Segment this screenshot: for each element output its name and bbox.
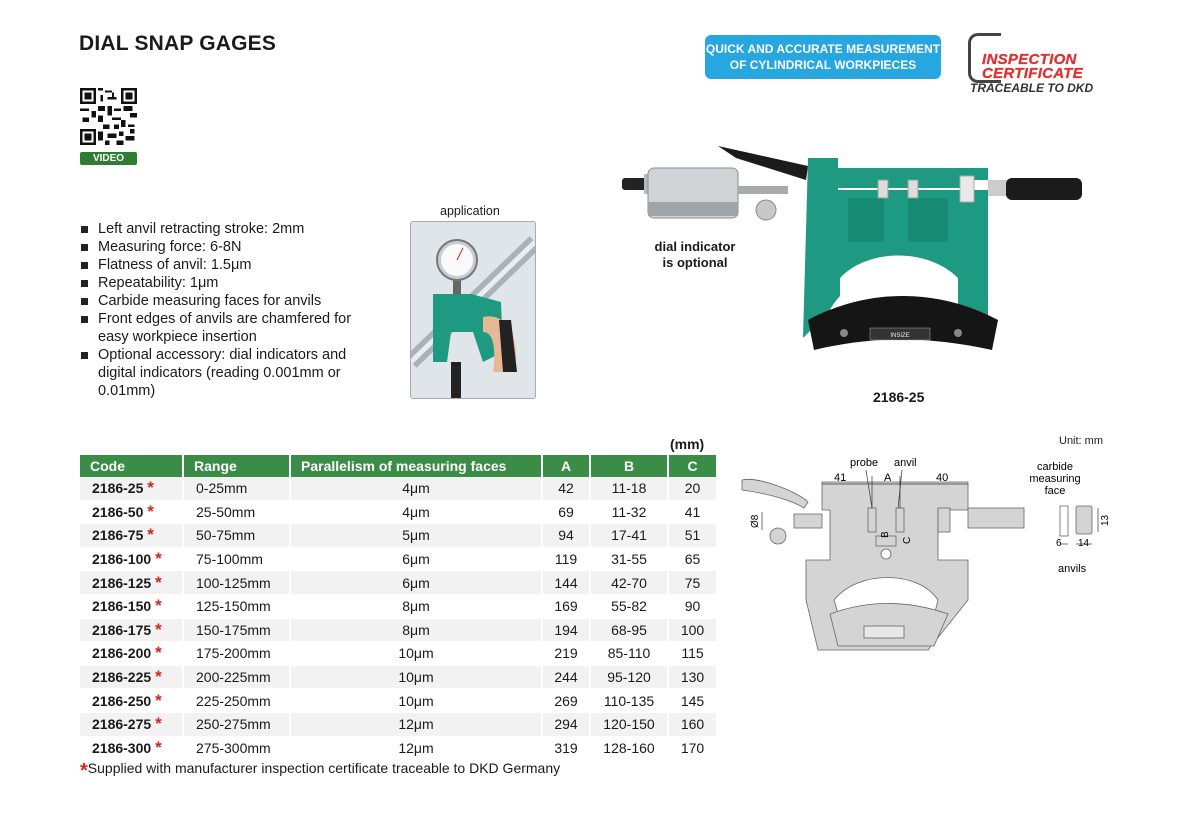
dial-note-line-1: dial indicator (654, 239, 736, 254)
table-row (80, 665, 717, 689)
cell-range (183, 477, 290, 500)
cell-a-text: 119 (554, 551, 578, 568)
cell-b (590, 712, 668, 736)
table-row (80, 524, 717, 548)
cell-b (590, 524, 668, 548)
cell-parallelism (290, 736, 542, 760)
table-row (80, 736, 717, 760)
cell-range (183, 736, 290, 760)
feature-item: Front edges of anvils are chamfered for easy workpiece insertion (80, 310, 363, 346)
feature-item: Repeatability: 1μm (80, 274, 378, 292)
feature-item: Carbide measuring faces for anvils (80, 292, 378, 310)
cell-b-text: 11-32 (611, 503, 647, 520)
certificate-star-icon: * (147, 525, 154, 545)
cell-c (668, 524, 717, 548)
cell-a (542, 712, 590, 736)
cell-code-text: 2186-250 (92, 692, 152, 709)
cell-code (80, 571, 183, 595)
cell-a (542, 594, 590, 618)
cell-parallelism-text: 12μm (398, 716, 434, 733)
cell-range (183, 547, 290, 571)
cell-b (590, 477, 668, 500)
certificate-star-icon: * (147, 478, 154, 498)
qr-code-icon (80, 88, 137, 145)
certificate-star-icon: * (155, 737, 162, 757)
feature-item: Left anvil retracting stroke: 2mm (80, 220, 378, 238)
cell-code-text: 2186-100 (92, 551, 152, 568)
certificate-star-icon: * (155, 643, 162, 663)
tagline-banner (705, 35, 941, 79)
cell-parallelism (290, 477, 542, 500)
cell-parallelism (290, 500, 542, 524)
application-photo-image (411, 222, 535, 398)
cell-b-text: 110-135 (603, 692, 655, 709)
cell-parallelism-text: 10μm (398, 645, 434, 662)
cell-parallelism (290, 594, 542, 618)
cell-c-text: 115 (681, 645, 704, 662)
cell-parallelism-text: 5μm (402, 527, 430, 544)
footnote (80, 760, 560, 783)
cell-range (183, 712, 290, 736)
tagline-line-2: OF CYLINDRICAL WORKPIECES (729, 58, 917, 72)
certificate-star-icon: * (155, 549, 162, 569)
cell-b-text: 17-41 (611, 527, 647, 544)
cell-parallelism-text: 6μm (402, 551, 430, 568)
cell-code-text: 2186-275 (92, 716, 152, 733)
cell-b-text: 42-70 (611, 574, 647, 591)
dial-indicator-note (640, 239, 750, 271)
cell-range-text: 100-125mm (196, 574, 271, 591)
cell-parallelism-text: 8μm (402, 598, 430, 615)
cell-a (542, 500, 590, 524)
cell-parallelism-text: 10μm (398, 669, 434, 686)
cell-a (542, 524, 590, 548)
header-c: C (668, 455, 717, 477)
cell-code-text: 2186-125 (92, 574, 152, 591)
cell-c (668, 689, 717, 713)
cell-parallelism-text: 4μm (402, 503, 430, 520)
cell-parallelism-text: 10μm (398, 692, 434, 709)
dim-c: C (902, 536, 913, 544)
cell-c-text: 90 (684, 598, 701, 615)
cell-code (80, 500, 183, 524)
table-row (80, 547, 717, 571)
dim-41: 41 (834, 472, 847, 484)
cell-a (542, 689, 590, 713)
page-title: DIAL SNAP GAGES (79, 32, 277, 55)
cell-code (80, 594, 183, 618)
cell-a (542, 618, 590, 642)
cell-b-text: 68-95 (611, 621, 647, 638)
header-a: A (542, 455, 590, 477)
cell-b (590, 500, 668, 524)
cell-a (542, 547, 590, 571)
cell-a (542, 736, 590, 760)
cell-c-text: 51 (684, 527, 701, 544)
technical-drawing-image (738, 450, 1118, 670)
footnote-text: Supplied with manufacturer inspection certificate traceable to DKD Germany (87, 760, 561, 776)
cell-a-text: 269 (554, 692, 578, 709)
cell-c-text: 160 (680, 716, 705, 733)
cell-range-text: 0-25mm (196, 480, 248, 497)
cell-code (80, 689, 183, 713)
cell-a-text: 42 (558, 480, 574, 497)
anvil-label: anvil (894, 457, 917, 469)
header-range: Range (183, 455, 290, 477)
model-label: 2186-25 (873, 389, 925, 405)
dim-b: B (880, 531, 891, 538)
table-header-row (80, 455, 717, 477)
dim-6: 6 (1056, 538, 1062, 549)
cell-a-text: 169 (554, 598, 578, 615)
cell-a-text: 194 (554, 621, 578, 638)
cell-code (80, 618, 183, 642)
cell-code (80, 712, 183, 736)
cell-parallelism (290, 712, 542, 736)
cell-range-text: 50-75mm (196, 527, 256, 544)
cell-b-text: 128-160 (603, 739, 655, 756)
cell-b-text: 85-110 (607, 645, 651, 662)
application-photo (410, 221, 536, 399)
certificate-star-icon: * (147, 501, 154, 521)
cell-b (590, 642, 668, 666)
cell-c-text: 145 (680, 692, 705, 709)
cell-parallelism (290, 547, 542, 571)
cell-range (183, 524, 290, 548)
cell-parallelism-text: 6μm (402, 574, 430, 591)
cell-range-text: 75-100mm (196, 551, 263, 568)
cell-code-text: 2186-300 (92, 739, 152, 756)
cell-a-text: 69 (558, 503, 574, 520)
table-unit: (mm) (670, 436, 705, 452)
cell-code (80, 665, 183, 689)
dim-14: 14 (1078, 538, 1090, 549)
table-row (80, 689, 717, 713)
cell-c (668, 618, 717, 642)
feature-item: Flatness of anvil: 1.5μm (80, 256, 378, 274)
cell-a-text: 294 (554, 716, 578, 733)
certificate-star-icon: * (155, 572, 162, 592)
cell-code (80, 642, 183, 666)
cell-c-text: 170 (680, 739, 705, 756)
certificate-star-icon: * (155, 619, 162, 639)
certificate-star-icon: * (155, 690, 162, 710)
table-row (80, 618, 717, 642)
cell-a-text: 244 (554, 669, 578, 686)
application-label: application (440, 204, 500, 218)
dim-40: 40 (936, 472, 949, 484)
cell-range-text: 225-250mm (196, 692, 271, 709)
certificate-star-icon: * (155, 667, 162, 687)
cell-b-text: 31-55 (611, 551, 647, 568)
cell-range (183, 689, 290, 713)
cell-c (668, 571, 717, 595)
cell-code-text: 2186-50 (92, 503, 144, 520)
cell-range (183, 500, 290, 524)
feature-item: Measuring force: 6-8N (80, 238, 378, 256)
cell-range (183, 571, 290, 595)
cell-parallelism (290, 642, 542, 666)
cell-c-text: 20 (684, 480, 701, 497)
cell-a-text: 144 (554, 574, 578, 591)
cell-code-text: 2186-150 (92, 598, 152, 615)
brand-mark: INSIZE (890, 333, 910, 339)
cell-a (542, 642, 590, 666)
cell-code (80, 736, 183, 760)
certificate-star-icon: * (155, 714, 162, 734)
cell-c-text: 75 (684, 574, 701, 591)
cell-range-text: 250-275mm (196, 716, 271, 733)
cell-b-text: 120-150 (603, 716, 655, 733)
cell-parallelism-text: 12μm (398, 739, 434, 756)
cell-b (590, 736, 668, 760)
cell-parallelism-text: 4μm (402, 480, 430, 497)
cell-c (668, 642, 717, 666)
cell-c (668, 594, 717, 618)
technical-drawing (738, 450, 1118, 670)
cell-range (183, 618, 290, 642)
table-row (80, 594, 717, 618)
cell-range (183, 665, 290, 689)
cell-b (590, 618, 668, 642)
cell-c (668, 736, 717, 760)
cell-range-text: 175-200mm (196, 645, 271, 662)
video-label: VIDEO (80, 152, 137, 165)
header-parallelism: Parallelism of measuring faces (290, 455, 542, 477)
tagline-line-1: QUICK AND ACCURATE MEASUREMENT (705, 42, 941, 56)
cell-c-text: 65 (684, 551, 701, 568)
cell-b (590, 547, 668, 571)
feature-item: Optional accessory: dial indicators and digital indicators (reading 0.001mm or 0.01mm) (80, 346, 348, 400)
cell-code (80, 547, 183, 571)
cell-b-text: 55-82 (611, 598, 647, 615)
cell-range-text: 200-225mm (196, 669, 271, 686)
cell-c (668, 665, 717, 689)
cell-parallelism (290, 524, 542, 548)
table-row (80, 642, 717, 666)
anvils-label: anvils (1058, 563, 1087, 575)
cell-a-text: 319 (554, 739, 578, 756)
cell-range-text: 275-300mm (196, 739, 271, 756)
table-row (80, 500, 717, 524)
table-body (80, 477, 717, 760)
certificate-star-icon: * (155, 596, 162, 616)
cert-line-1: INSPECTION (982, 51, 1077, 68)
cell-code-text: 2186-225 (92, 669, 152, 686)
footnote-star: * (80, 760, 88, 782)
cell-b (590, 594, 668, 618)
cell-range (183, 642, 290, 666)
cell-b (590, 689, 668, 713)
cell-parallelism (290, 571, 542, 595)
cell-parallelism (290, 665, 542, 689)
cell-c-text: 100 (680, 621, 705, 638)
drawing-unit-label: Unit: mm (1059, 435, 1103, 447)
cell-c-text: 41 (684, 503, 701, 520)
cell-b-text: 11-18 (611, 480, 647, 497)
dim-13: 13 (1100, 514, 1111, 526)
cell-parallelism (290, 689, 542, 713)
cell-parallelism-text: 8μm (402, 621, 430, 638)
cert-line-3: TRACEABLE TO DKD (970, 81, 1094, 95)
spec-table (80, 455, 718, 760)
feature-list (80, 220, 378, 400)
cell-c-text: 130 (680, 669, 705, 686)
table-row (80, 571, 717, 595)
carbide-label-1: carbide (1036, 461, 1074, 473)
cell-c (668, 477, 717, 500)
cell-c (668, 547, 717, 571)
cell-range-text: 25-50mm (196, 503, 256, 520)
carbide-label-2: measuring (1029, 473, 1081, 485)
qr-code[interactable] (80, 88, 137, 164)
dial-note-line-2: is optional (662, 255, 728, 270)
cell-a-text: 219 (554, 645, 578, 662)
cell-a (542, 477, 590, 500)
dim-a: A (884, 472, 892, 484)
cell-a-text: 94 (558, 527, 574, 544)
table-row (80, 477, 717, 500)
carbide-label-3: face (1044, 485, 1066, 497)
header-b: B (590, 455, 668, 477)
table-row (80, 712, 717, 736)
cell-code-text: 2186-200 (92, 645, 152, 662)
cell-code-text: 2186-25 (92, 480, 144, 497)
cell-code-text: 2186-75 (92, 527, 144, 544)
cell-code (80, 477, 183, 500)
cell-b (590, 665, 668, 689)
cell-code (80, 524, 183, 548)
cell-range-text: 150-175mm (196, 621, 271, 638)
cell-b (590, 571, 668, 595)
cell-c (668, 712, 717, 736)
header-code: Code (80, 455, 183, 477)
cell-code-text: 2186-175 (92, 621, 152, 638)
cell-b-text: 95-120 (607, 669, 651, 686)
cell-a (542, 571, 590, 595)
cell-c (668, 500, 717, 524)
probe-label: probe (850, 457, 879, 469)
cell-range (183, 594, 290, 618)
dim-d8: Ø8 (750, 514, 761, 528)
cell-range-text: 125-150mm (196, 598, 271, 615)
inspection-certificate-logo (968, 33, 1108, 97)
cell-a (542, 665, 590, 689)
cell-parallelism (290, 618, 542, 642)
cert-line-2: CERTIFICATE (982, 65, 1084, 82)
